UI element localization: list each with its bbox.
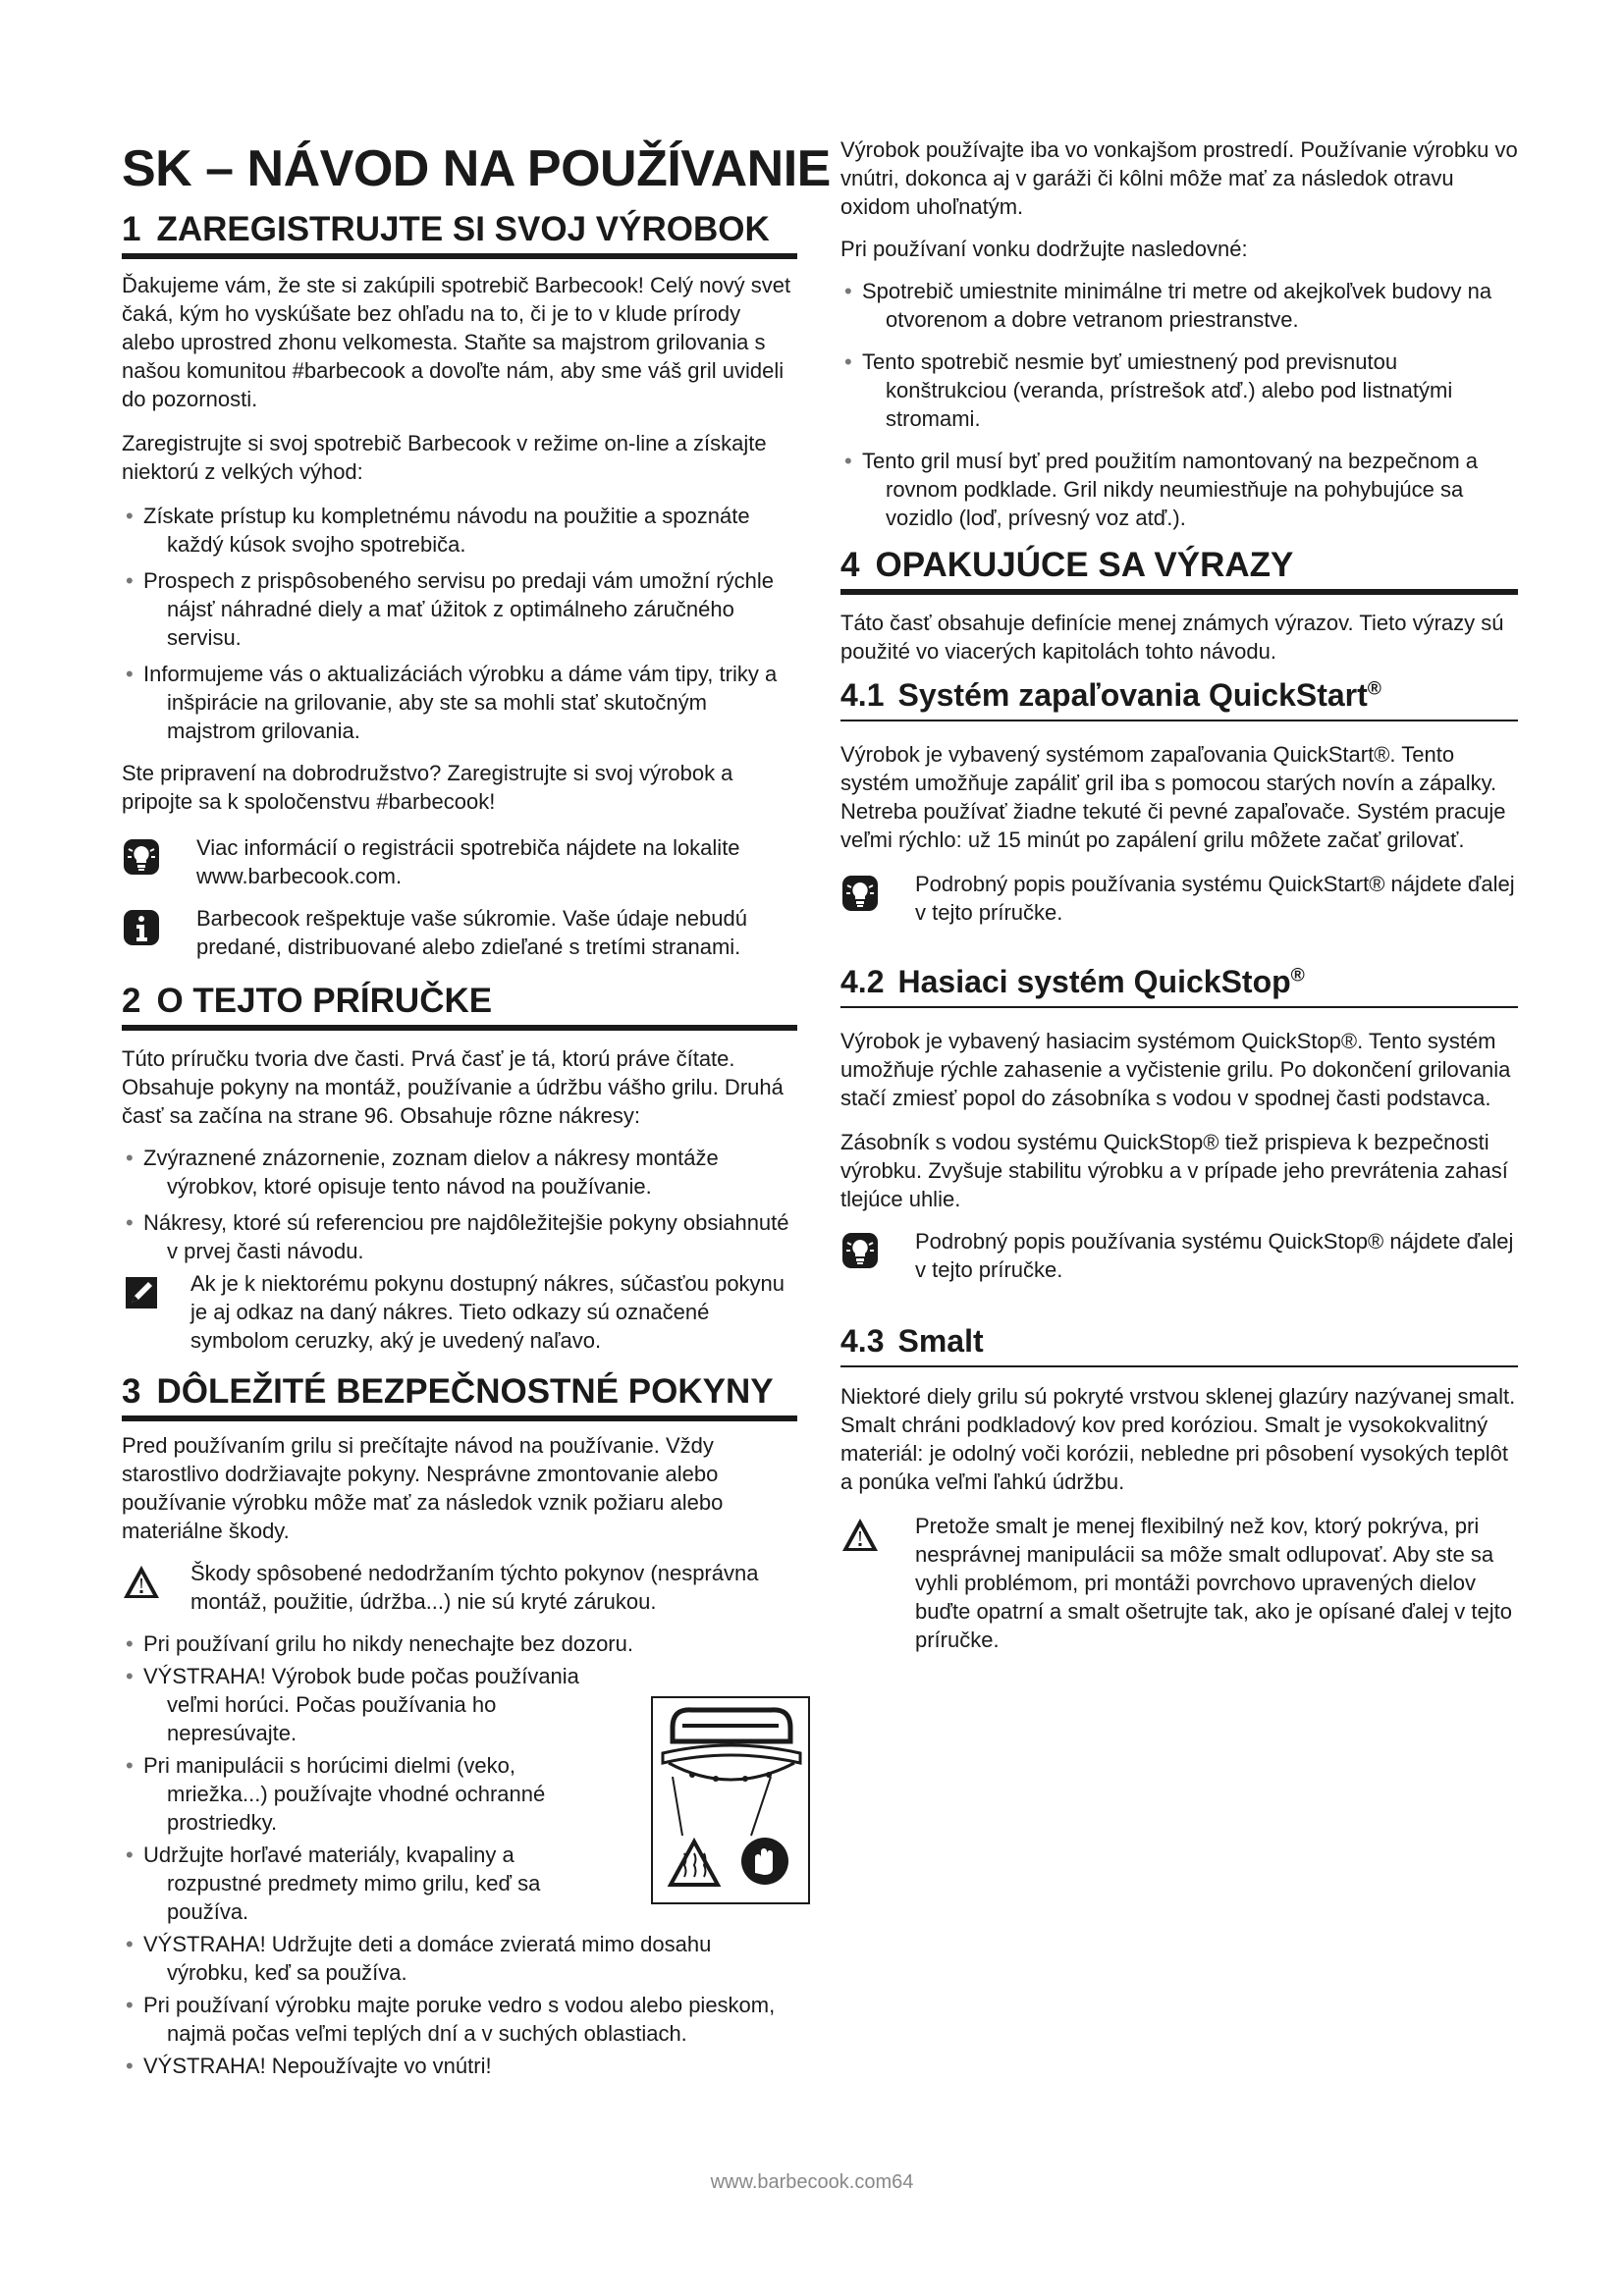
quickstart-tip [840,870,1518,927]
warranty-warning [122,1559,797,1616]
section-2-title: O TEJTO PRÍRUČKE [156,982,493,1020]
section-1-heading [122,210,797,259]
list-item: • Prospech z prispôsobeného servisu po predaji vám umožní rýchle nájsť náhradné diely a mať úžitok z optimálneho záručného servisu. [122,566,797,652]
section-4-title: OPAKUJÚCE SA VÝRAZY [875,546,1294,584]
page-footer: www.barbecook.com64 [710,2171,914,2193]
section-1-cta: Ste pripravení na dobrodružstvo? Zaregistrujte si svoj výrobok a pripojte sa k spoločenstvu #barbecook! [122,761,733,814]
list-item: • Získate prístup ku kompletnému návodu na použitie a spoznáte každý kúsok svojho spotrebiča. [122,502,797,559]
list-item: • Pri používaní výrobku majte poruke vedro s vodou alebo pieskom, najmä počas veľmi teplých dní a v suchých oblastiach. [122,1991,797,2048]
section-1-title: ZAREGISTRUJTE SI SVOJ VÝROBOK [156,210,770,248]
tip-note-text: Viac informácií o registrácii spotrebiča nájdete na lokalite www.barbecook.com. [196,835,740,888]
section-4-2-title: Hasiaci systém QuickStop [897,964,1291,999]
enamel-warning-text: Pretože smalt je menej flexibilný než kov, ktorý pokrýva, pri nesprávnej manipulácii sa môže smalt odlupovať. Aby ste sa vyhli problémom, pri montáži povrchovo upravených dielov buďte opatrní a smalt ošetrujte tak, ako je opísané ďalej v tejto príručke. [915,1514,1512,1652]
section-4-2-heading [840,964,1518,1008]
section-4-3-title: Smalt [897,1323,984,1359]
quickstop-tip-text: Podrobný popis používania systému QuickStop® nájdete ďalej v tejto príručke. [915,1229,1514,1282]
section-3-intro: Pred používaním grilu si prečítajte návod na používanie. Vždy starostlivo dodržiavajte pokyny. Nesprávne zmontovanie alebo používanie výrobku môže mať za následok vznik požiaru alebo materiálne škody. [122,1433,724,1543]
section-3-title: DÔLEŽITÉ BEZPEČNOSTNÉ POKYNY [156,1372,774,1411]
section-3-number: 3 [122,1372,141,1411]
section-4-heading [840,546,1518,595]
pencil-icon [122,1273,161,1312]
quickstop-tip [840,1227,1518,1284]
enamel-warning [840,1512,1518,1654]
section-4-1-number: 4.1 [840,677,885,713]
registered-mark: ® [1290,965,1305,987]
section-2-heading [122,982,797,1031]
section-4-intro: Táto časť obsahuje definície menej známych výrazov. Tieto výrazy sú použité vo viacerých kapitolách tohto návodu. [840,611,1504,664]
quickstart-tip-text: Podrobný popis používania systému QuickStart® nájdete ďalej v tejto príručke. [915,872,1515,925]
list-item: • Tento gril musí byť pred použitím namontovaný na bezpečnom a rovnom podklade. Gril nikdy neumiestňuje na pohybujúce sa vozidlo (loď, prívesný voz atď.). [840,447,1518,532]
lightbulb-icon [840,1231,880,1270]
section-1-benefits-list [122,502,797,745]
section-4-1-text: Výrobok je vybavený systémom zapaľovania QuickStart®. Tento systém umožňuje zapáliť gril iba s pomocou starých novín a zápalky. Netreba používať žiadne tekuté či pevné zapaľovače. Systém pracuje veľmi rýchlo: už 15 minút po zapálení grilu môžete začať grilovať. [840,742,1506,852]
outdoor-list [840,277,1518,532]
list-item: • Zvýraznené znázornenie, zoznam dielov a nákresy montáže výrobkov, ktoré opisuje tento návod na používanie. [122,1144,797,1201]
list-item: • VÝSTRAHA! Nepoužívajte vo vnútri! [122,2052,797,2080]
warning-icon [840,1516,880,1555]
section-3-heading [122,1372,797,1421]
registered-mark: ® [1367,678,1381,700]
tip-note [122,833,797,890]
section-4-2-text-2: Zásobník s vodou systému QuickStop® tiež prispieva k bezpečnosti výrobku. Zvyšuje stabilitu výrobku a v prípade jeho prevrátenia zahasí tlejúce uhlie. [840,1130,1508,1211]
privacy-note-text: Barbecook rešpektuje vaše súkromie. Vaše údaje nebudú predané, distribuované alebo zdieľané s tretími stranami. [196,906,747,959]
indoor-warning-text: Výrobok používajte iba vo vonkajšom prostredí. Používanie výrobku vo vnútri, dokonca aj v garáži či kôlni môže mať za následok otravu oxidom uhoľnatým. [840,137,1518,219]
warranty-warning-text: Škody spôsobené nedodržaním týchto pokynov (nesprávna montáž, použitie, údržba...) nie sú kryté zárukou. [190,1561,759,1614]
section-2-intro: Túto príručku tvoria dve časti. Prvá časť je tá, ktorú práve čítate. Obsahuje pokyny na montáž, používanie a údržbu vášho grilu. Druhá časť sa začína na strane 96. Obsahuje rôzne nákresy: [122,1046,784,1128]
section-4-3-number: 4.3 [840,1323,885,1359]
privacy-note [122,904,797,961]
section-1-intro: Ďakujeme vám, že ste si zakúpili spotrebič Barbecook! Celý nový svet čaká, kým ho vyskúšate bez ohľadu na to, či je to v klude prírody alebo uprostred zhonu velkomesta. Staňte sa majstrom grilovania s našou komunitou #barbecook a dovoľte nám, aby sme váš gril uvideli do pozornosti. [122,273,791,411]
section-4-1-heading [840,677,1518,721]
list-item: • Spotrebič umiestnite minimálne tri metre od akejkoľvek budovy na otvorenom a dobre vetranom priestranstve. [840,277,1518,334]
section-4-3-text: Niektoré diely grilu sú pokryté vrstvou sklenej glazúry nazývanej smalt. Smalt chráni podkladový kov pred koróziou. Smalt je vysokokvalitný materiál: je odolný voči korózii, nebledne pri pôsobení vysokých teplôt a ponúka veľmi ľahkú údržbu. [840,1384,1516,1494]
lightbulb-icon [840,874,880,913]
section-4-1-title: Systém zapaľovania QuickStart [897,677,1368,713]
section-4-3-heading [840,1323,1518,1367]
hot-grill-illustration [651,1696,810,1904]
list-item: • Pri manipulácii s horúcimi dielmi (veko, mriežka...) používajte vhodné ochranné prostriedky. [122,1751,605,1837]
list-item: • VÝSTRAHA! Výrobok bude počas používania veľmi horúci. Počas používania ho nepresúvajte. [122,1662,605,1747]
list-item: • Udržujte horľavé materiály, kvapaliny a rozpustné predmety mimo grilu, keď sa používa. [122,1841,605,1926]
section-2-number: 2 [122,982,141,1020]
page-title: SK – NÁVOD NA POUŽÍVANIE [122,140,831,197]
list-item: • Tento spotrebič nesmie byť umiestnený pod previsnutou konštrukciou (veranda, prístrešok atď.) alebo pod listnatými stromami. [840,347,1518,433]
section-2-list [122,1144,797,1265]
section-4-2-number: 4.2 [840,964,885,999]
list-item: • Pri používaní grilu ho nikdy nenechajte bez dozoru. [122,1629,797,1658]
section-1-number: 1 [122,210,141,248]
list-item: • Nákresy, ktoré sú referenciou pre najdôležitejšie pokyny obsiahnuté v prvej časti návodu. [122,1208,797,1265]
section-4-number: 4 [840,546,860,584]
warning-icon [122,1563,161,1602]
section-1-register: Zaregistrujte si svoj spotrebič Barbecook v režime on-line a získajte niektorú z velkých výhod: [122,431,767,484]
pencil-note-text: Ak je k niektorému pokynu dostupný nákres, súčasťou pokynu je aj odkaz na daný nákres. Tieto odkazy sú označené symbolom ceruzky, aký je uvedený naľavo. [190,1271,785,1353]
list-item: • VÝSTRAHA! Udržujte deti a domáce zvieratá mimo dosahu výrobku, keď sa používa. [122,1930,797,1987]
list-item: • Informujeme vás o aktualizáciách výrobku a dáme vám tipy, triky a inšpirácie na grilovanie, aby ste sa mohli stať skutočným majstrom grilovania. [122,660,797,745]
lightbulb-icon [122,837,161,877]
grill-drawing [653,1698,808,1902]
pencil-note [122,1269,797,1355]
section-4-2-text: Výrobok je vybavený hasiacim systémom QuickStop®. Tento systém umožňuje rýchle zahasenie a vyčistenie grilu. Po dokončení grilovania stačí zmiesť popol do zásobníka s vodou v spodnej časti podstavca. [840,1029,1511,1110]
outdoor-intro: Pri používaní vonku dodržujte nasledovné: [840,237,1248,261]
info-icon [122,908,161,947]
